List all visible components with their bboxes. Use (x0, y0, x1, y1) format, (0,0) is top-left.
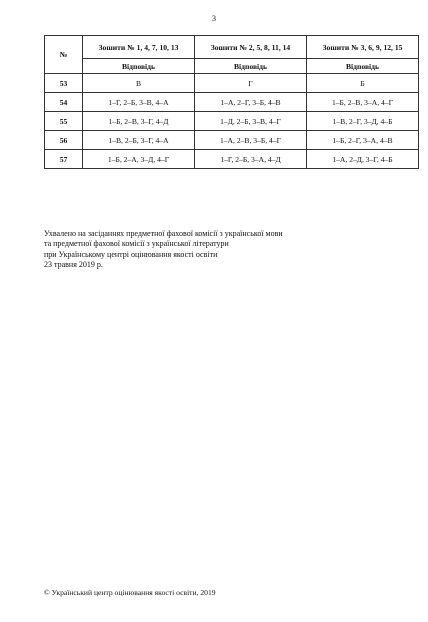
question-number: 56 (45, 131, 83, 150)
answer-cell: 1–Г, 2–Б, 3–А, 4–Д (195, 150, 307, 169)
table-subheader-row (45, 59, 419, 74)
answer-cell: 1–Б, 2–В, 3–А, 4–Г (307, 93, 419, 112)
answer-cell: 1–А, 2–В, 3–Б, 4–Г (195, 131, 307, 150)
approval-line-1: Ухвалено на засіданнях предметної фахової комісії з української мови (44, 229, 283, 238)
table-row (45, 131, 419, 150)
question-number: 57 (45, 150, 83, 169)
copyright-footer: © Український центр оцінювання якості освіти, 2019 (44, 588, 216, 597)
answer-label-3: Відповідь (307, 59, 419, 74)
table-row (45, 93, 419, 112)
question-number: 53 (45, 74, 83, 93)
answer-cell: 1–Д, 2–Б, 3–В, 4–Г (195, 112, 307, 131)
column-header-group-2: Зошити № 2, 5, 8, 11, 14 (195, 36, 307, 59)
approval-line-3: при Українському центрі оцінювання якості освіти (44, 249, 218, 259)
answer-cell: Г (195, 74, 307, 93)
answer-cell: 1–А, 2–Г, 3–Б, 4–В (195, 93, 307, 112)
table-row (45, 74, 419, 93)
answer-label-2: Відповідь (195, 59, 307, 74)
answer-cell: 1–А, 2–Д, 3–Г, 4–Б (307, 150, 419, 169)
answer-cell: 1–Б, 2–А, 3–Д, 4–Г (83, 150, 195, 169)
answers-table (44, 35, 419, 169)
answer-cell: В (83, 74, 195, 93)
column-header-number: № (45, 36, 83, 74)
table-header-row (45, 36, 419, 59)
answer-label-1: Відповідь (83, 59, 195, 74)
table-row (45, 150, 419, 169)
table-row (45, 112, 419, 131)
answer-cell: Б (307, 74, 419, 93)
approval-note (44, 229, 283, 271)
approval-date: 23 травня 2019 р. (44, 260, 103, 270)
approval-line-2: та предметної фахової комісії з української літератури (44, 239, 229, 249)
page-number: 3 (212, 14, 216, 23)
answer-cell: 1–В, 2–Б, 3–Г, 4–А (83, 131, 195, 150)
answer-cell: 1–Б, 2–Г, 3–А, 4–В (307, 131, 419, 150)
answer-cell: 1–Г, 2–Б, 3–В, 4–А (83, 93, 195, 112)
column-header-group-1: Зошити № 1, 4, 7, 10, 13 (83, 36, 195, 59)
question-number: 54 (45, 93, 83, 112)
question-number: 55 (45, 112, 83, 131)
answer-cell: 1–В, 2–Г, 3–Д, 4–Б (307, 112, 419, 131)
answer-cell: 1–Б, 2–В, 3–Г, 4–Д (83, 112, 195, 131)
column-header-group-3: Зошити № 3, 6, 9, 12, 15 (307, 36, 419, 59)
